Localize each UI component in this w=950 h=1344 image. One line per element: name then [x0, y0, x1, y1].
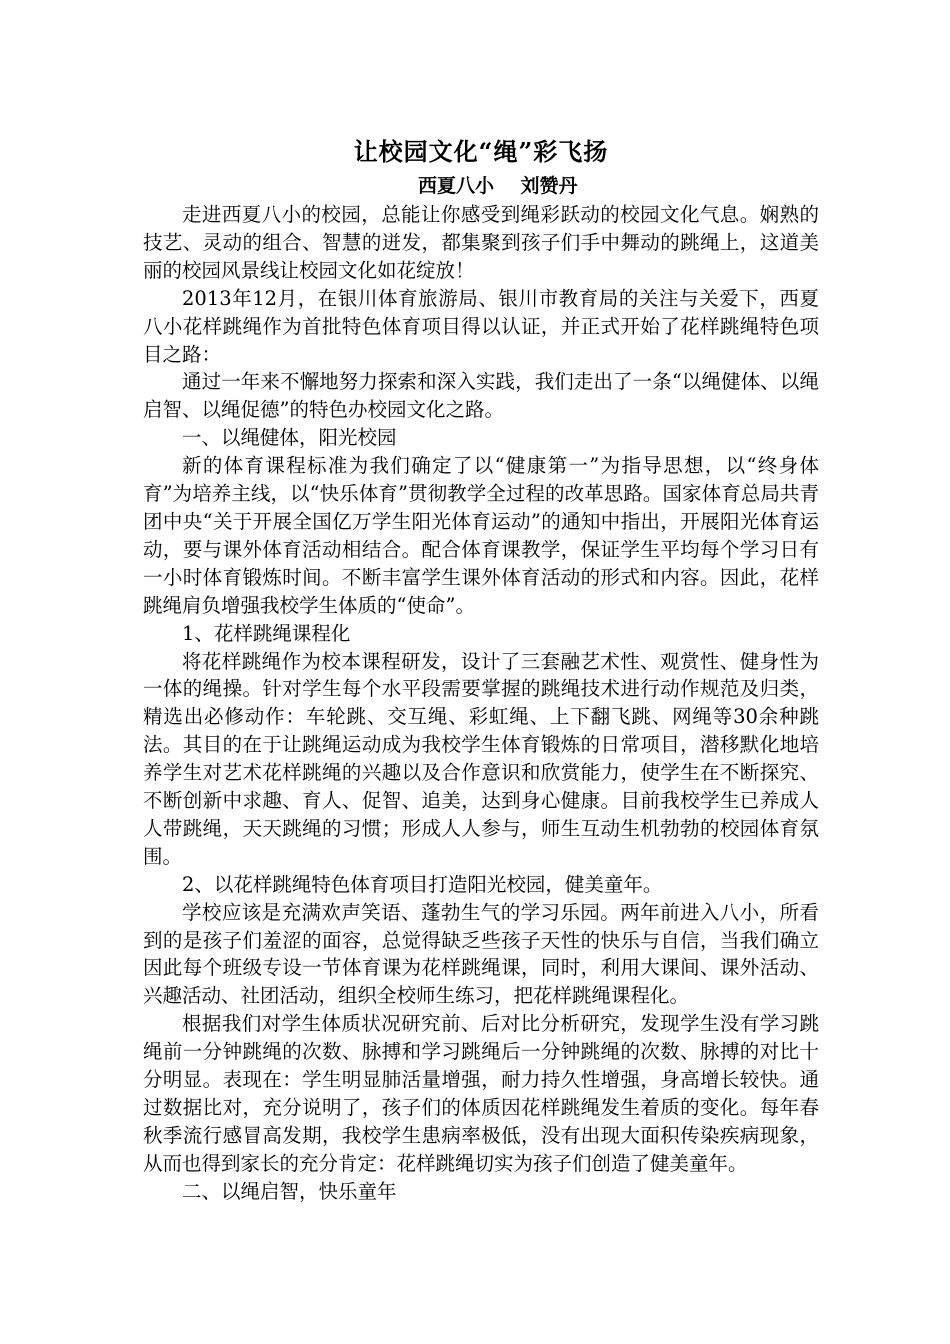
paragraph-curriculum-standard: 新的体育课程标准为我们确定了以“健康第一”为指导思想，以“终身体育”为培养主线，以“快乐体育”贯彻教学全过程的改革思路。国家体育总局共青团中央“关于开展全国亿万学生阳光体育运动”的通知中指出，开展阳光体育运动，要与课外体育活动相结合。配合体育课教学，保证学生平均每个学习日有一小时体育锻炼时间。不断丰富学生课外体育活动的形式和内容。因此，花样跳绳肩负增强我校学生体质的“使命”。	[143, 454, 819, 617]
document-body	[143, 133, 819, 1206]
subsection-heading-2: 2、以花样跳绳特色体育项目打造阳光校园，健美童年。	[182, 872, 663, 896]
document-title: 让校园文化“绳”彩飞扬	[353, 137, 609, 166]
subsection-heading-1: 1、花样跳绳课程化	[182, 621, 351, 645]
paragraph-course-development: 将花样跳绳作为校本课程研发，设计了三套融艺术性、观赏性、健身性为一体的绳操。针对学生每个水平段需要掌握的跳绳技术进行动作规范及归类，精选出必修动作：车轮跳、交互绳、彩虹绳、上下翻飞跳、网绳等30余种跳法。其目的在于让跳绳运动成为我校学生体育锻炼的日常项目，潜移默化地培养学生对艺术花样跳绳的兴趣以及合作意识和欣赏能力，使学生在不断探究、不断创新中求趣、育人、促智、追美，达到身心健康。目前我校学生已养成人人带跳绳，天天跳绳的习惯；形成人人参与，师生互动生机勃勃的校园体育氛围。	[143, 649, 819, 868]
paragraph-path: 通过一年来不懈地努力探索和深入实践，我们走出了一条“以绳健体、以绳启智、以绳促德”的特色办校园文化之路。	[143, 370, 819, 422]
paragraph-intro: 走进西夏八小的校园，总能让你感受到绳彩跃动的校园文化气息。娴熟的技艺、灵动的组合、智慧的迸发，都集聚到孩子们手中舞动的跳绳上，这道美丽的校园风景线让校园文化如花绽放！	[143, 203, 819, 282]
section-heading-2: 二、以绳启智，快乐童年	[182, 1179, 397, 1203]
paragraph-background: 2013年12月，在银川体育旅游局、银川市教育局的关注与关爱下，西夏八小花样跳绳作为首批特色体育项目得以认证，并正式开始了花样跳绳特色项目之路：	[143, 286, 819, 366]
section-heading-1: 一、以绳健体，阳光校园	[182, 426, 397, 450]
paragraph-school-life: 学校应该是充满欢声笑语、蓬勃生气的学习乐园。两年前进入八小，所看到的是孩子们羞涩的面容，总觉得缺乏些孩子天性的快乐与自信，当我们确立因此每个班级专设一节体育课为花样跳绳课，同时，利用大课间、课外活动、兴趣活动、社团活动，组织全校师生练习，把花样跳绳课程化。	[143, 900, 819, 1008]
document-author: 西夏八小 刘赞丹	[418, 175, 578, 197]
paragraph-research: 根据我们对学生体质状况研究前、后对比分析研究，发现学生没有学习跳绳前一分钟跳绳的次数、脉搏和学习跳绳后一分钟跳绳的次数、脉搏的对比十分明显。表现在：学生明显肺活量增强，耐力持久性增强，身高增长较快。通过数据比对，充分说明了，孩子们的体质因花样跳绳发生着质的变化。每年春秋季流行感冒高发期，我校学生患病率极低，没有出现大面积传染疾病现象，从而也得到家长的充分肯定：花样跳绳切实为孩子们创造了健美童年。	[143, 1012, 819, 1175]
